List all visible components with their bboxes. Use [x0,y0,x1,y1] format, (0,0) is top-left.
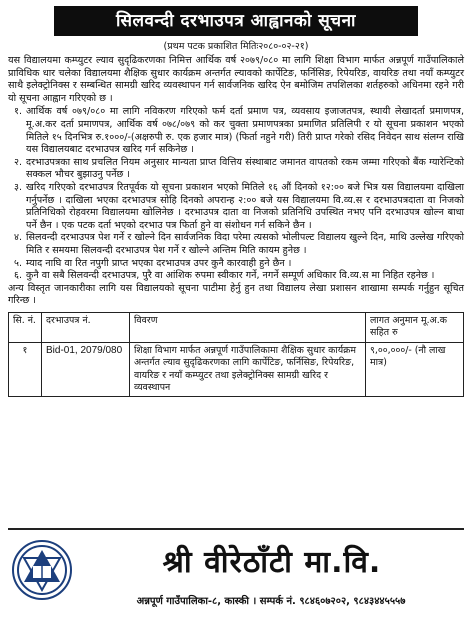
condition-number: ४. [13,232,22,244]
school-emblem-icon [12,540,72,600]
cell-bid-no: Bid-01, 2079/080 [42,342,130,397]
condition-text: खरिद गरिएको दरभाउपत्र रितपूर्वक यो सूचना प्रकाशन भएको मितिले १६ औं दिनको १२:०० बजे भित्र यस विद्यालयमा दाखिला गर्नुपर्नेछ । दाखिला भएका दरभाउपत्र सोहि दिनको अपरान्ह २:०० बजे यस विद्यालयमा वि.व्य.स र दरभाउपत्रदाता वा निजको प्रतिनिधिको रोहवरमा विद्यालयमा खोलिनेछ । दरभाउपत्र दाता वा निजको प्रतिनिधि उपस्थित नभए पनि दरभाउपत्र खोल्न बाधा पर्ने छैन । एक पटक दर्ता भएको दरभाउ पत्र फिर्ता हुने वा संशोधन गर्न सकिने छैन । [26,181,464,231]
cell-description: शिक्षा विभाग मार्फत अन्नपूर्ण गाउँपालिकामा शैक्षिक सुधार कार्यक्रम अन्तर्गत ल्याव सुदृढिकरणका लागि कार्पेटिङ, फर्निसिङ, रिपेयरिङ, वायरिङ र नयाँ कम्प्युटर तथा इलेक्ट्रोनिक्स सामग्री खरिद र व्यवस्थापन [130,342,366,397]
condition-number: ५. [13,257,22,269]
school-name: श्री वीरेठाँटी मा.वि. [162,545,382,580]
condition-number: १. [13,106,22,118]
emblem-graphic [14,542,70,598]
condition-number: ६. [13,270,22,282]
condition-text: सिलवन्दी दरभाउपत्र पेश गर्ने र खोल्ने दिन सार्वजनिक विदा परेमा त्यसको भोलीपल्ट विद्यालय खुल्ने दिन, माथि उल्लेख गरिएको मिति र समयमा सिलवन्दी दरभाउपत्र पेश गर्ने र खोल्ने अन्तिम मिति कायम हुनेछ । [26,232,464,256]
header-bid-no: दरभाउपत्र नं. [42,312,130,342]
header-description: विवरण [130,312,366,342]
school-address: अन्नपूर्ण गाउँपालिका-८, कास्की । सम्पर्क नं. ९८४६०७२०२, ९८४३४४५५५७ [136,596,406,607]
condition-item [8,182,464,232]
cell-sn: १ [9,342,42,397]
notice-title: सिलवन्दी दरभाउपत्र आह्वानको सूचना [54,6,418,36]
header-sn: सि. नं. [9,312,42,342]
cell-estimate: ९,००,०००/- (नौ लाख मात्र) [366,342,464,397]
condition-number: ३. [13,181,22,193]
table-row [9,342,464,397]
condition-text: कुनै वा सबै सिलवन्दी दरभाउपत्र, पुरै वा आंशिक रुपमा स्वीकार गर्ने, नगर्ने सम्पूर्ण अधिकार वि.व्य.स मा निहित रहनेछ । [26,270,435,282]
condition-number: २. [13,156,22,168]
bid-table [8,312,464,397]
intro-paragraph: यस विद्यालयमा कम्प्युटर ल्याव सुदृढिकरणका निमित्त आर्थिक वर्ष २०७९/०८० मा लागि शिक्षा विभाग मार्फत अन्नपूर्ण गाउँपालिकाले प्राविधिक धार चलेका विद्यालयमा शैक्षिक सुधार कार्यक्रम अन्तर्गत ल्यावको कार्पेटिङ, फर्निसिङ, रिपेयरिङ, वायरिङ तथा नयाँ कम्प्युटर साथै इलेक्ट्रोनिक्स र सम्बन्धित सामग्री खरिद व्यवस्थापन गर्न सार्वजनिक खरिद ऐन बमोजिम तपशिलका शर्तहरुको अधिनमा रहने गरी यो सूचना आह्वान गरिएको छ । [8,55,464,104]
condition-item [8,106,464,156]
closing-paragraph: अन्य विस्तृत जानकारीका लागि यस विद्यालयको सूचना पाटीमा हेर्नु हुन तथा विद्यालय लेखा प्रशासन शाखामा सम्पर्क गर्नुहुन सूचित गरिन्छ । [8,282,464,307]
table-header-row [9,312,464,342]
notice-body [8,55,464,308]
conditions-list [8,106,464,282]
header-estimate: लागत अनुमान मू.अ.क सहित रु [366,312,464,342]
condition-item [8,258,464,271]
school-footer [8,528,464,628]
condition-text: दरभाउपत्रका साथ प्रचलित नियम अनुसार मान्यता प्राप्त वित्तिय संस्थाबाट जमानत वापतको रकम जम्मा गरिएको बैंक ग्यारेन्टिको सक्कल भौचर बुझाउनु पर्नेछ । [26,156,464,181]
condition-item [8,157,464,182]
condition-item [8,270,464,283]
publication-date: (प्रथम पटक प्रकाशित मितिः२०८०-०२-२१) [163,41,309,52]
condition-item [8,232,464,257]
condition-text: आर्थिक वर्ष ०७९/०८० मा लागि नविकरण गरिएको फर्म दर्ता प्रमाण पत्र, व्यवसाय इजाजतपत्र, स्थायी लेखादर्ता प्रमाणपत्र, मू.अ.कर दर्ता प्रमाणपत्र, आर्थिक वर्ष ०७८/०७९ को कर चुक्ता प्रमाणपत्रका प्रमाणित प्रतिलिपी र यो सूचना प्रकाशन भएको मितिले १५ दिनभित्र रु.१०००/-(अक्षरुपी रु. एक हजार मात्र) (फिर्ता नहुने गरी) तिरी प्राप्त गरेको रसिद निवेदन साथ संलग्न राखि यस विद्यालयबाट दरभाउपत्र खरिद गर्न सकिनेछ । [26,106,464,156]
condition-text: म्याद नाघि वा रित नपुगी प्राप्त भएका दरभाउपत्र उपर कुनै कारवाही हुने छैन । [26,257,292,269]
